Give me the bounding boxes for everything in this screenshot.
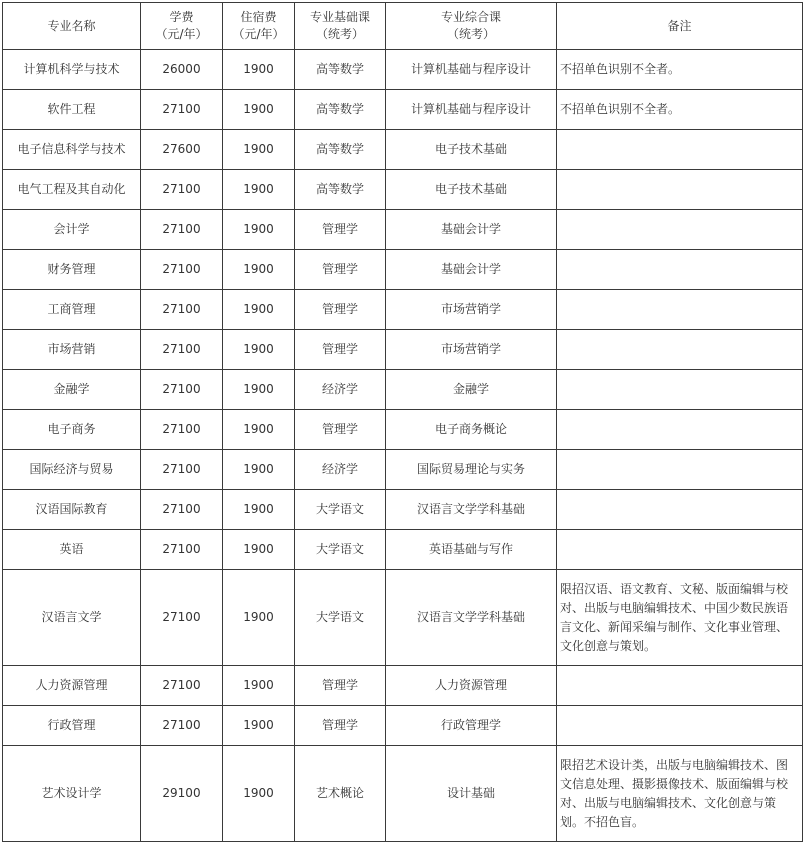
table-row: [3, 530, 803, 570]
header-basic-sub: （统考）: [315, 27, 364, 41]
dorm-cell: 1900: [223, 570, 295, 666]
major-cell: 电子信息科学与技术: [3, 130, 141, 170]
comprehensive-course-cell: 市场营销学: [386, 330, 557, 370]
basic-course-cell: 大学语文: [295, 570, 386, 666]
note-cell: [557, 170, 803, 210]
major-cell: 会计学: [3, 210, 141, 250]
header-tuition: [141, 3, 223, 50]
comprehensive-course-cell: 电子技术基础: [386, 170, 557, 210]
major-cell: 金融学: [3, 370, 141, 410]
comprehensive-course-cell: 汉语言文学学科基础: [386, 570, 557, 666]
majors-table: [2, 2, 803, 842]
dorm-cell: 1900: [223, 450, 295, 490]
comprehensive-course-cell: 电子商务概论: [386, 410, 557, 450]
tuition-cell: 27100: [141, 370, 223, 410]
major-cell: 市场营销: [3, 330, 141, 370]
header-tuition-unit: （元/年）: [155, 27, 208, 41]
tuition-cell: 27100: [141, 330, 223, 370]
note-cell: [557, 370, 803, 410]
basic-course-cell: 管理学: [295, 290, 386, 330]
tuition-cell: 27100: [141, 210, 223, 250]
dorm-cell: 1900: [223, 530, 295, 570]
header-dorm-unit: （元/年）: [232, 27, 285, 41]
table-row: [3, 490, 803, 530]
header-tuition-label: 学费: [169, 10, 194, 24]
tuition-cell: 27100: [141, 290, 223, 330]
header-dorm-label: 住宿费: [240, 10, 277, 24]
comprehensive-course-cell: 汉语言文学学科基础: [386, 490, 557, 530]
basic-course-cell: 管理学: [295, 210, 386, 250]
basic-course-cell: 高等数学: [295, 130, 386, 170]
comprehensive-course-cell: 行政管理学: [386, 706, 557, 746]
table-row: [3, 410, 803, 450]
header-comp-label: 专业综合课: [440, 10, 501, 24]
dorm-cell: 1900: [223, 410, 295, 450]
tuition-cell: 29100: [141, 746, 223, 842]
tuition-cell: 27100: [141, 490, 223, 530]
dorm-cell: 1900: [223, 746, 295, 842]
table-row: [3, 250, 803, 290]
header-comp-sub: （统考）: [446, 27, 495, 41]
major-cell: 人力资源管理: [3, 666, 141, 706]
major-cell: 英语: [3, 530, 141, 570]
comprehensive-course-cell: 基础会计学: [386, 210, 557, 250]
basic-course-cell: 经济学: [295, 450, 386, 490]
tuition-cell: 27100: [141, 666, 223, 706]
dorm-cell: 1900: [223, 666, 295, 706]
dorm-cell: 1900: [223, 330, 295, 370]
tuition-cell: 26000: [141, 50, 223, 90]
tuition-cell: 27100: [141, 450, 223, 490]
basic-course-cell: 管理学: [295, 250, 386, 290]
header-notes: 备注: [557, 3, 803, 50]
dorm-cell: 1900: [223, 130, 295, 170]
basic-course-cell: 管理学: [295, 666, 386, 706]
table-row: [3, 570, 803, 666]
basic-course-cell: 大学语文: [295, 530, 386, 570]
major-cell: 汉语国际教育: [3, 490, 141, 530]
note-cell: 不招单色识别不全者。: [557, 50, 803, 90]
table-row: [3, 450, 803, 490]
note-cell: 限招艺术设计类，出版与电脑编辑技术、图文信息处理、摄影摄像技术、版面编辑与校对、出版与电脑编辑技术、文化创意与策划。不招色盲。: [557, 746, 803, 842]
major-cell: 工商管理: [3, 290, 141, 330]
note-cell: [557, 490, 803, 530]
basic-course-cell: 艺术概论: [295, 746, 386, 842]
basic-course-cell: 大学语文: [295, 490, 386, 530]
major-cell: 财务管理: [3, 250, 141, 290]
tuition-cell: 27600: [141, 130, 223, 170]
header-basic-course: [295, 3, 386, 50]
table-row: [3, 210, 803, 250]
table-row: [3, 666, 803, 706]
note-cell: [557, 450, 803, 490]
table-row: [3, 290, 803, 330]
note-cell: [557, 410, 803, 450]
major-cell: 计算机科学与技术: [3, 50, 141, 90]
dorm-cell: 1900: [223, 250, 295, 290]
header-row: [3, 3, 803, 50]
note-cell: [557, 250, 803, 290]
header-dorm: [223, 3, 295, 50]
dorm-cell: 1900: [223, 490, 295, 530]
note-cell: 限招汉语、语文教育、文秘、版面编辑与校对、出版与电脑编辑技术、中国少数民族语言文化、新闻采编与制作、文化事业管理、文化创意与策划。: [557, 570, 803, 666]
note-cell: [557, 706, 803, 746]
basic-course-cell: 经济学: [295, 370, 386, 410]
note-cell: [557, 666, 803, 706]
table-row: [3, 706, 803, 746]
table-row: [3, 50, 803, 90]
table-row: [3, 170, 803, 210]
basic-course-cell: 管理学: [295, 706, 386, 746]
dorm-cell: 1900: [223, 706, 295, 746]
tuition-cell: 27100: [141, 530, 223, 570]
major-cell: 软件工程: [3, 90, 141, 130]
tuition-cell: 27100: [141, 250, 223, 290]
tuition-cell: 27100: [141, 706, 223, 746]
comprehensive-course-cell: 计算机基础与程序设计: [386, 90, 557, 130]
basic-course-cell: 管理学: [295, 330, 386, 370]
comprehensive-course-cell: 基础会计学: [386, 250, 557, 290]
tuition-cell: 27100: [141, 90, 223, 130]
dorm-cell: 1900: [223, 90, 295, 130]
table-row: [3, 130, 803, 170]
major-cell: 国际经济与贸易: [3, 450, 141, 490]
basic-course-cell: 高等数学: [295, 50, 386, 90]
comprehensive-course-cell: 市场营销学: [386, 290, 557, 330]
tuition-cell: 27100: [141, 170, 223, 210]
major-cell: 电气工程及其自动化: [3, 170, 141, 210]
table-row: [3, 370, 803, 410]
header-basic-label: 专业基础课: [309, 10, 370, 24]
major-cell: 行政管理: [3, 706, 141, 746]
comprehensive-course-cell: 设计基础: [386, 746, 557, 842]
table-row: [3, 746, 803, 842]
major-cell: 艺术设计学: [3, 746, 141, 842]
major-cell: 电子商务: [3, 410, 141, 450]
comprehensive-course-cell: 电子技术基础: [386, 130, 557, 170]
dorm-cell: 1900: [223, 290, 295, 330]
dorm-cell: 1900: [223, 50, 295, 90]
note-cell: [557, 130, 803, 170]
tuition-cell: 27100: [141, 570, 223, 666]
dorm-cell: 1900: [223, 370, 295, 410]
table-row: [3, 330, 803, 370]
comprehensive-course-cell: 国际贸易理论与实务: [386, 450, 557, 490]
dorm-cell: 1900: [223, 210, 295, 250]
note-cell: [557, 290, 803, 330]
basic-course-cell: 高等数学: [295, 170, 386, 210]
comprehensive-course-cell: 金融学: [386, 370, 557, 410]
comprehensive-course-cell: 英语基础与写作: [386, 530, 557, 570]
comprehensive-course-cell: 人力资源管理: [386, 666, 557, 706]
header-comprehensive-course: [386, 3, 557, 50]
header-major: 专业名称: [3, 3, 141, 50]
note-cell: [557, 210, 803, 250]
tuition-cell: 27100: [141, 410, 223, 450]
note-cell: [557, 530, 803, 570]
basic-course-cell: 高等数学: [295, 90, 386, 130]
note-cell: [557, 330, 803, 370]
table-row: [3, 90, 803, 130]
major-cell: 汉语言文学: [3, 570, 141, 666]
basic-course-cell: 管理学: [295, 410, 386, 450]
comprehensive-course-cell: 计算机基础与程序设计: [386, 50, 557, 90]
note-cell: 不招单色识别不全者。: [557, 90, 803, 130]
dorm-cell: 1900: [223, 170, 295, 210]
